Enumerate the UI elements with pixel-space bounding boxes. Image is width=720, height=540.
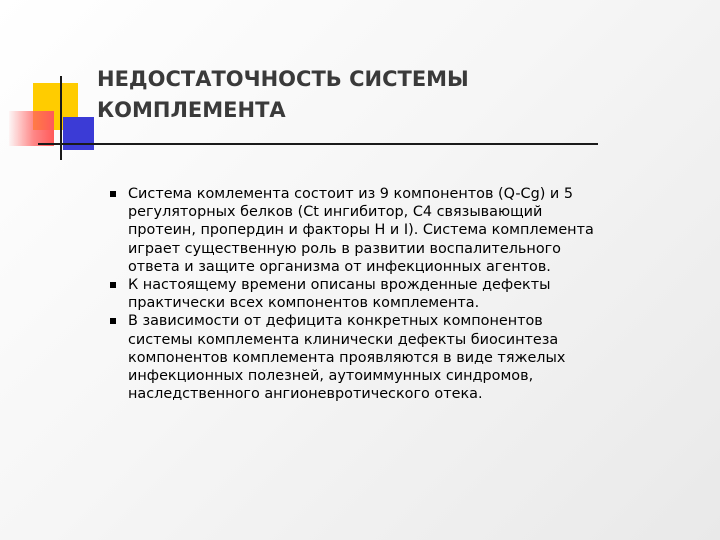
title-line: КОМПЛЕМЕНТА — [97, 98, 286, 122]
title-line: НЕДОСТАТОЧНОСТЬ СИСТЕМЫ — [97, 67, 469, 91]
bullet-line: ответа и защите организма от инфекционных агентов. — [128, 258, 551, 275]
bullet-line: инфекционных полезней, аутоиммунных синдромов, — [128, 368, 534, 385]
bullet-item — [110, 312, 700, 403]
decor-blue-square — [63, 117, 94, 150]
bullet-square-icon — [110, 318, 116, 324]
bullet-line: наследственного ангионевротического отека. — [128, 386, 483, 403]
bullet-line: протеин, пропердин и факторы Н и I). Система комплемента — [128, 222, 594, 239]
bullet-list — [110, 185, 700, 403]
bullet-line: К настоящему времени описаны врожденные дефекты — [128, 277, 551, 294]
bullet-line: практически всех компонентов комплемента. — [128, 295, 480, 312]
bullet-square-icon — [110, 282, 116, 288]
bullet-line: регуляторных белков (Ct ингибитор, С4 связывающий — [128, 204, 543, 221]
bullet-square-icon — [110, 191, 116, 197]
title-underline-rule — [38, 143, 598, 145]
decor-red-gradient-bar — [9, 111, 54, 146]
bullet-line: компонентов комплемента проявляются в виде тяжелых — [128, 349, 566, 366]
bullet-line: системы комплемента клинически дефекты биосинтеза — [128, 331, 559, 348]
slide-title — [97, 64, 637, 126]
bullet-line: Система комлемента состоит из 9 компонентов (Q-Cg) и 5 — [128, 186, 573, 202]
bullet-item — [110, 185, 700, 276]
bullet-line: В зависимости от дефицита конкретных компонентов — [128, 313, 543, 330]
bullet-item — [110, 276, 700, 312]
bullet-line: играет существенную роль в развитии воспалительного — [128, 240, 561, 257]
decor-vertical-rule — [60, 76, 62, 160]
